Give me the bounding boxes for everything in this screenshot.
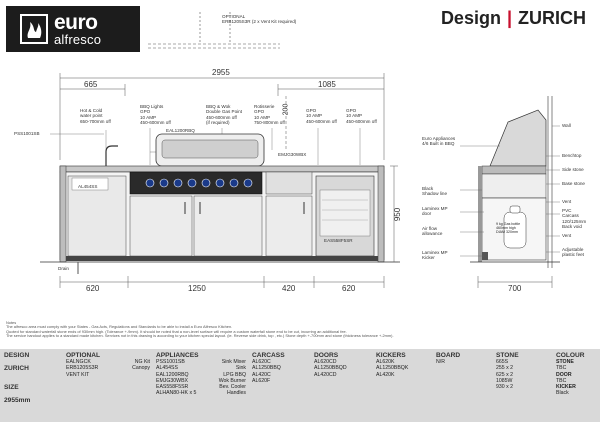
spec-heading: BOARD — [436, 352, 461, 359]
side-label-line: plastic feet — [562, 252, 584, 258]
side-label-vent: Vent — [562, 199, 572, 204]
optional-note-line: ERB1205S3R (2 x Vent Kit required) — [222, 19, 297, 25]
design-label: Design — [440, 8, 501, 28]
callout-line: Rotisserie — [254, 104, 275, 109]
spec-desc: Wok Burner — [218, 377, 246, 384]
label-al454: AL454SS — [78, 184, 98, 189]
spec-desc: Sink — [235, 365, 246, 372]
side-label-line: allowance — [422, 231, 443, 237]
callout-line: 450-600mm off — [140, 120, 171, 126]
side-label-line: 4/6 Built in BBQ — [422, 141, 455, 147]
spec-design — [4, 349, 62, 422]
callout-wok — [206, 104, 242, 126]
dim-right: 1085 — [318, 80, 336, 89]
callout-gpo-2 — [346, 108, 377, 124]
side-label-line: 120/125mm — [562, 218, 587, 224]
spec-code: EALNGCK — [66, 359, 91, 365]
side-label-feet — [562, 247, 584, 258]
spec-heading: KICKERS — [376, 352, 406, 359]
callout-line: 450-600mm off — [206, 114, 237, 120]
spec-optional — [66, 349, 150, 422]
label-emjg: EMJG30WBX — [278, 152, 307, 157]
spec-item: 255 x 2 — [496, 365, 514, 372]
side-label-side-stone: Side stone — [562, 167, 584, 172]
side-label-line: PVC — [562, 208, 572, 213]
brand-line1: euro — [54, 11, 98, 34]
spec-desc: Handles — [226, 390, 246, 397]
spec-heading: CARCASS — [252, 352, 285, 359]
side-label-line: Adjustable — [562, 247, 584, 252]
side-label-line: Kicker — [422, 255, 435, 261]
side-label-door — [422, 206, 448, 217]
side-label-line: Back void — [562, 224, 582, 230]
spec-heading: COLOUR — [556, 352, 585, 359]
side-label-appliances — [422, 136, 455, 147]
spec-item: N/R — [436, 359, 445, 365]
spec-code: AL454SS — [156, 365, 178, 372]
title-separator: | — [506, 8, 512, 28]
side-label-line: door — [422, 211, 432, 217]
gas-label-line: 9 kg Gas bottle — [496, 222, 521, 226]
notes-line: The alfresco area must comply with your States - Gas Acts, Regulations and Standards to be able to install a Euro Alfresco Kitchen. — [6, 324, 233, 330]
callout-line: GPO — [140, 109, 151, 115]
notes — [6, 321, 526, 339]
dim-total: 2955 — [212, 68, 230, 77]
dim-620-right: 620 — [342, 284, 356, 293]
label-drain: Drain — [58, 266, 69, 271]
gas-bottle-label — [496, 222, 536, 234]
spec-colour-kicker-v: Black — [556, 390, 569, 397]
spec-code: EAS558F5SR — [156, 384, 189, 391]
side-label-benchtop: Benchtop — [562, 153, 582, 158]
side-label-kicker — [422, 250, 448, 261]
notes-line: Quoted for standard waterfall stone ends of 930mm high. (Tolerance +-9mm). It should be noted that a non-level surface will require a custom waterfall stone end to be cut, incurring an additional fee. — [6, 328, 347, 334]
callout-line: BBQ Lights — [140, 104, 164, 109]
label-pss: PSS1001SB — [14, 131, 40, 136]
callout-line: 10 AMP — [140, 114, 157, 120]
spec-kickers — [376, 349, 430, 422]
side-label-line: Shadow line — [422, 191, 448, 197]
gas-label-line: DIAM 320mm — [496, 230, 518, 234]
spec-size-value: 2955mm — [4, 397, 31, 404]
spec-code: PSS1001SB — [156, 359, 185, 365]
callout-line: 450-600mm off — [306, 118, 337, 124]
label-eas: EAS558F5SR — [324, 238, 353, 243]
spec-stone — [496, 349, 546, 422]
callout-gpo-1 — [306, 108, 337, 124]
spec-colour-door-v: TBC — [556, 377, 567, 384]
callout-bbq-lights — [140, 104, 171, 126]
spec-heading: DESIGN — [4, 352, 30, 359]
callout-rotisserie — [254, 104, 285, 126]
spec-board — [436, 349, 486, 422]
spec-item: AL1250BBQK — [376, 365, 409, 372]
spec-item: AL620K — [376, 359, 395, 365]
callout-line: (if required) — [206, 120, 230, 126]
spec-item: 625 x 2 — [496, 371, 514, 378]
side-label-line: Black — [422, 186, 434, 191]
spec-heading: APPLIANCES — [156, 352, 199, 359]
label-eal1200: EAL1200RBQ — [166, 128, 195, 133]
callout-line: 10 AMP — [346, 113, 363, 119]
notes-heading: Notes — [6, 320, 17, 325]
notes-line: The service handout applies to a standard made kitchen. Services not in this drawing is according to your kitchen special layout. (ie. Reverse side drink, top , etc.) Stone depth +-700mm and stone (thickness tolerance +-2mm). — [6, 333, 394, 339]
spec-code: EMJG30WBX — [156, 377, 188, 384]
side-label-line: Laminex MP — [422, 250, 448, 255]
spec-heading: DOORS — [314, 352, 339, 359]
spec-item: AL420K — [376, 371, 395, 378]
callout-line: 10 AMP — [306, 113, 323, 119]
side-label-line: Carcass — [562, 213, 579, 219]
spec-doors — [314, 349, 372, 422]
spec-row — [66, 372, 150, 378]
spec-design-value: ZURICH — [4, 365, 29, 372]
brand-line2: alfresco — [54, 32, 102, 47]
callout-hot-cold — [80, 108, 111, 124]
side-label-line: Euro Appliances — [422, 136, 456, 141]
spec-code: VENT KIT — [66, 371, 90, 378]
gas-label-line: 460mm high — [496, 226, 516, 230]
side-label-line: Air flow — [422, 226, 438, 231]
spec-item: AL1250BBQD — [314, 365, 347, 372]
spec-row — [156, 390, 246, 396]
side-label-shadow — [422, 186, 447, 197]
spec-colour — [556, 349, 598, 422]
callout-line: Hot & Cold — [80, 108, 103, 113]
side-label-base-stone: Base stone — [562, 181, 585, 186]
side-label-pvc — [562, 208, 586, 230]
spec-colour-stone-h: STONE — [556, 359, 574, 365]
spec-appliances — [156, 349, 246, 422]
callout-line: 750-800mm off — [254, 120, 285, 126]
side-label-wall: Wall — [562, 123, 571, 128]
spec-item: AL620CD — [314, 359, 337, 365]
spec-item: AL620F — [252, 377, 271, 384]
callout-line: water point — [80, 113, 103, 119]
spec-desc: Canopy — [132, 365, 150, 372]
spec-item: AL420CD — [314, 371, 337, 378]
spec-heading: OPTIONAL — [66, 352, 101, 359]
spec-table — [0, 349, 600, 422]
spec-item: AL1250BBQ — [252, 365, 281, 372]
spec-item: 1085W — [496, 377, 513, 384]
spec-desc: LPG BBQ — [223, 371, 246, 378]
callout-line: GPO — [306, 108, 317, 113]
callout-line: 10 AMP — [254, 114, 271, 120]
spec-code: ALHAN80-HK x 5 — [156, 390, 197, 397]
dim-side-700: 700 — [508, 284, 522, 293]
callout-line: GPO — [346, 108, 357, 113]
callout-line: Double Gas Point — [206, 109, 243, 115]
spec-colour-stone-v: TBC — [556, 365, 567, 372]
spec-code: ERB1205S3R — [66, 365, 99, 372]
optional-note-line: OPTIONAL — [222, 14, 246, 19]
spec-desc: Sink Mixer — [221, 359, 246, 365]
spec-size-heading: SIZE — [4, 384, 19, 391]
spec-code: EAL1200RBQ — [156, 371, 189, 378]
spec-item: AL620C — [252, 359, 271, 365]
side-label-vent-2: Vent — [562, 233, 572, 238]
callout-line: 650-700mm off — [80, 118, 111, 124]
spec-item: AL420C — [252, 371, 271, 378]
spec-colour-kicker-h: KICKER — [556, 384, 576, 391]
side-label-line: Laminex MP — [422, 206, 448, 211]
callout-line: 450-600mm off — [346, 118, 377, 124]
spec-desc: NG Kit — [134, 359, 150, 365]
spec-heading: STONE — [496, 352, 519, 359]
spec-desc: Bev. Cooler — [219, 384, 246, 391]
dim-420: 420 — [282, 284, 296, 293]
spec-item: 665S — [496, 359, 509, 365]
callout-line: GPO — [254, 109, 265, 115]
spec-carcass — [252, 349, 308, 422]
spec-colour-door-h: DOOR — [556, 371, 572, 378]
design-name: ZURICH — [518, 8, 586, 28]
dim-height: 950 — [393, 207, 403, 222]
dim-left: 665 — [84, 80, 98, 89]
dim-620-left: 620 — [86, 284, 100, 293]
spec-item: 930 x 2 — [496, 384, 514, 391]
side-label-airflow — [422, 226, 442, 237]
dim-200: 200 — [282, 103, 290, 116]
callout-line: BBQ & Wok — [206, 104, 231, 109]
dim-1250: 1250 — [188, 284, 206, 293]
